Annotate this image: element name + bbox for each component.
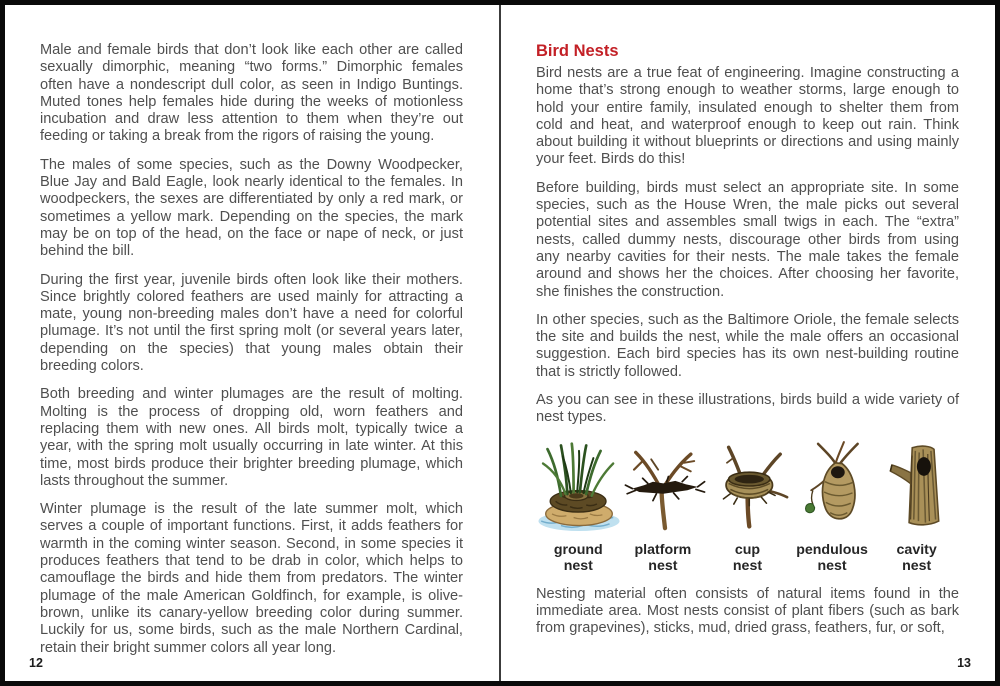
- left-page-text-column: [5, 5, 499, 657]
- nest-types-illustration-row: [536, 438, 959, 534]
- nest-figure-pendulous: [794, 438, 880, 534]
- platform-nest-illustration: [622, 438, 708, 534]
- page-number-13: 13: [957, 656, 971, 670]
- right-page: [501, 5, 995, 681]
- paragraph-winter-plumage: Winter plumage is the result of the late summer molt, which serves a couple of important functions. First, it adds feathers for warmth in the coming winter season. Second, in some species it produces feathers that tend to be drab in color, which helps to camouflage the birds and hide them from predators. The winter plumage of the male American Goldfinch, for example, is olive-brown, unlike its canary-yellow breeding color during summer. Luckily for us, some birds, such as the male Northern Cardinal, retain their bright summer colors all year long.: [40, 501, 463, 656]
- paragraph-juvenile: During the first year, juvenile birds often look like their mothers. Since brightly colored feathers are used mainly for attracting a mate, young non-breeding males don’t have a need for colorful plumage. It’s not until the first spring molt (or several years later, depending on the species) that young males obtain their breeding colors.: [40, 271, 463, 375]
- paragraph-oriole: In other species, such as the Baltimore Oriole, the female selects the site and builds the nest, while the male offers an occasional suggestion. Each bird species has its own nest-building routine that is strictly followed.: [536, 311, 959, 380]
- pendulous-nest-illustration: [794, 438, 880, 534]
- right-page-text-column: [501, 5, 995, 638]
- paragraph-engineering: Bird nests are a true feat of engineering. Imagine constructing a home that’s strong enough to weather storms, large enough to hold your entire family, insulated enough to shelter them from cold and heat, and waterproof enough to keep out rain. Think about building it without blueprints or directions and using mainly your feet. Birds do this!: [536, 65, 959, 168]
- ground-nest-illustration: [534, 438, 624, 534]
- paragraph-identical-sexes: The males of some species, such as the Downy Woodpecker, Blue Jay and Bald Eagle, look nearly identical to the females. In woodpeckers, the sexes are differentiated by only a red mark, or sometimes a yellow mark. Depending on the species, the mark may be on top of the head, on the face or nape of neck, or just behind the bill.: [40, 156, 463, 260]
- nest-figure-ground: [536, 438, 622, 534]
- nest-figure-cavity: [880, 438, 959, 534]
- nest-label-platform: platform nest: [634, 541, 692, 574]
- paragraph-site-selection: Before building, birds must select an appropriate site. In some species, such as the House Wren, the male picks out several potential sites and assembles small twigs in each. The “extra” nests, called dummy nests, discourage other birds from using any nearby cavities for their nests. The male takes the female around and shows her the choices. After choosing her favorite, she finishes the construction.: [536, 179, 959, 300]
- paragraph-molting: Both breeding and winter plumages are the result of molting. Molting is the process of dropping old, worn feathers and replacing them with new ones. All birds molt, typically twice a year, with the spring molt usually occurring in late winter. At this time, most birds produce their brighter breeding plumage, which lasts throughout the summer.: [40, 386, 463, 489]
- nest-figure-cup: [708, 438, 794, 534]
- left-page: [5, 5, 499, 681]
- nest-label-cup: cup nest: [732, 541, 763, 574]
- paragraph-variety-intro: As you can see in these illustrations, birds build a wide variety of nest types.: [536, 392, 959, 426]
- cup-nest-illustration: [708, 438, 794, 534]
- nest-label-pendulous: pendulous nest: [796, 541, 868, 574]
- nest-figure-platform: [622, 438, 708, 534]
- nest-label-ground: ground nest: [553, 541, 603, 574]
- nest-label-cavity: cavity nest: [896, 541, 937, 574]
- nest-labels-row: [536, 536, 959, 574]
- page-number-12: 12: [29, 656, 43, 670]
- cavity-nest-illustration: [881, 438, 959, 534]
- paragraph-dimorphic: Male and female birds that don’t look like each other are called sexually dimorphic, meaning “two forms.” Dimorphic females often have a nondescript dull color, as seen in Indigo Buntings. Muted tones help females hide during the weeks of motionless incubation and draw less attention to them when they’re out feeding or taking a break from the rigors of raising the young.: [40, 42, 463, 145]
- section-heading-bird-nests: Bird Nests: [536, 42, 619, 60]
- paragraph-nesting-material: Nesting material often consists of natural items found in the immediate area. Most nests consist of plant fibers (such as bark from grapevines), sticks, mud, dried grass, feathers, fur, or soft,: [536, 585, 959, 637]
